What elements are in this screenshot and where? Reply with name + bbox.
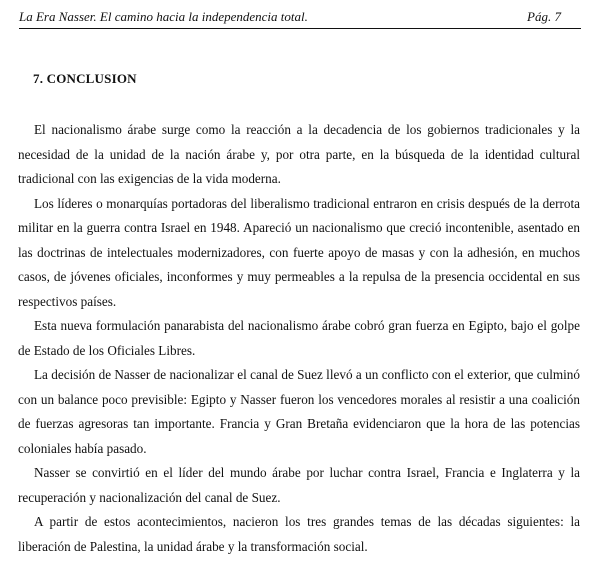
page-header: [19, 6, 581, 29]
paragraph: Los líderes o monarquías portadoras del liberalismo tradicional entraron en crisis después de la derrota militar en la guerra contra Israel en 1948. Apareció un nacionalismo que creció incontenible, asentado en las doctrinas de intelectuales modernizadores, con fuerte apoyo de masas y con la adhesión, en muchos casos, de jóvenes oficiales, inconformes y muy permeables a la repulsa de la presencia occidental en sus respectivos países.: [18, 195, 580, 309]
document-title: La Era Nasser. El camino hacia la independencia total.: [19, 9, 308, 24]
paragraph: El nacionalismo árabe surge como la reacción a la decadencia de los gobiernos tradicionales y la necesidad de la unidad de la nación árabe y, por otra parte, en la búsqueda de la identidad cultural tradicional con las exigencias de la vida moderna.: [18, 122, 580, 186]
paragraph: La decisión de Nasser de nacionalizar el canal de Suez llevó a un conflicto con el exterior, que culminó con un balance poco previsible: Egipto y Nasser fueron los vencedores morales al resistir a una coalición de fuerzas agresoras tan importante. Francia y Gran Bretaña evidenciaron que la hora de las potencias coloniales había pasado.: [18, 367, 580, 456]
paragraph: A partir de estos acontecimientos, nacieron los tres grandes temas de las décadas siguientes: la liberación de Palestina, la unidad árabe y la transformación social.: [18, 514, 580, 554]
body-text: [18, 118, 580, 559]
section-heading: 7. CONCLUSION: [33, 71, 137, 86]
paragraph: Esta nueva formulación panarabista del nacionalismo árabe cobró gran fuerza en Egipto, bajo el golpe de Estado de los Oficiales Libres.: [18, 318, 580, 358]
page-number: Pág. 7: [527, 9, 561, 24]
paragraph: Nasser se convirtió en el líder del mundo árabe por luchar contra Israel, Francia e Inglaterra y la recuperación y nacionalización del canal de Suez.: [18, 465, 580, 505]
